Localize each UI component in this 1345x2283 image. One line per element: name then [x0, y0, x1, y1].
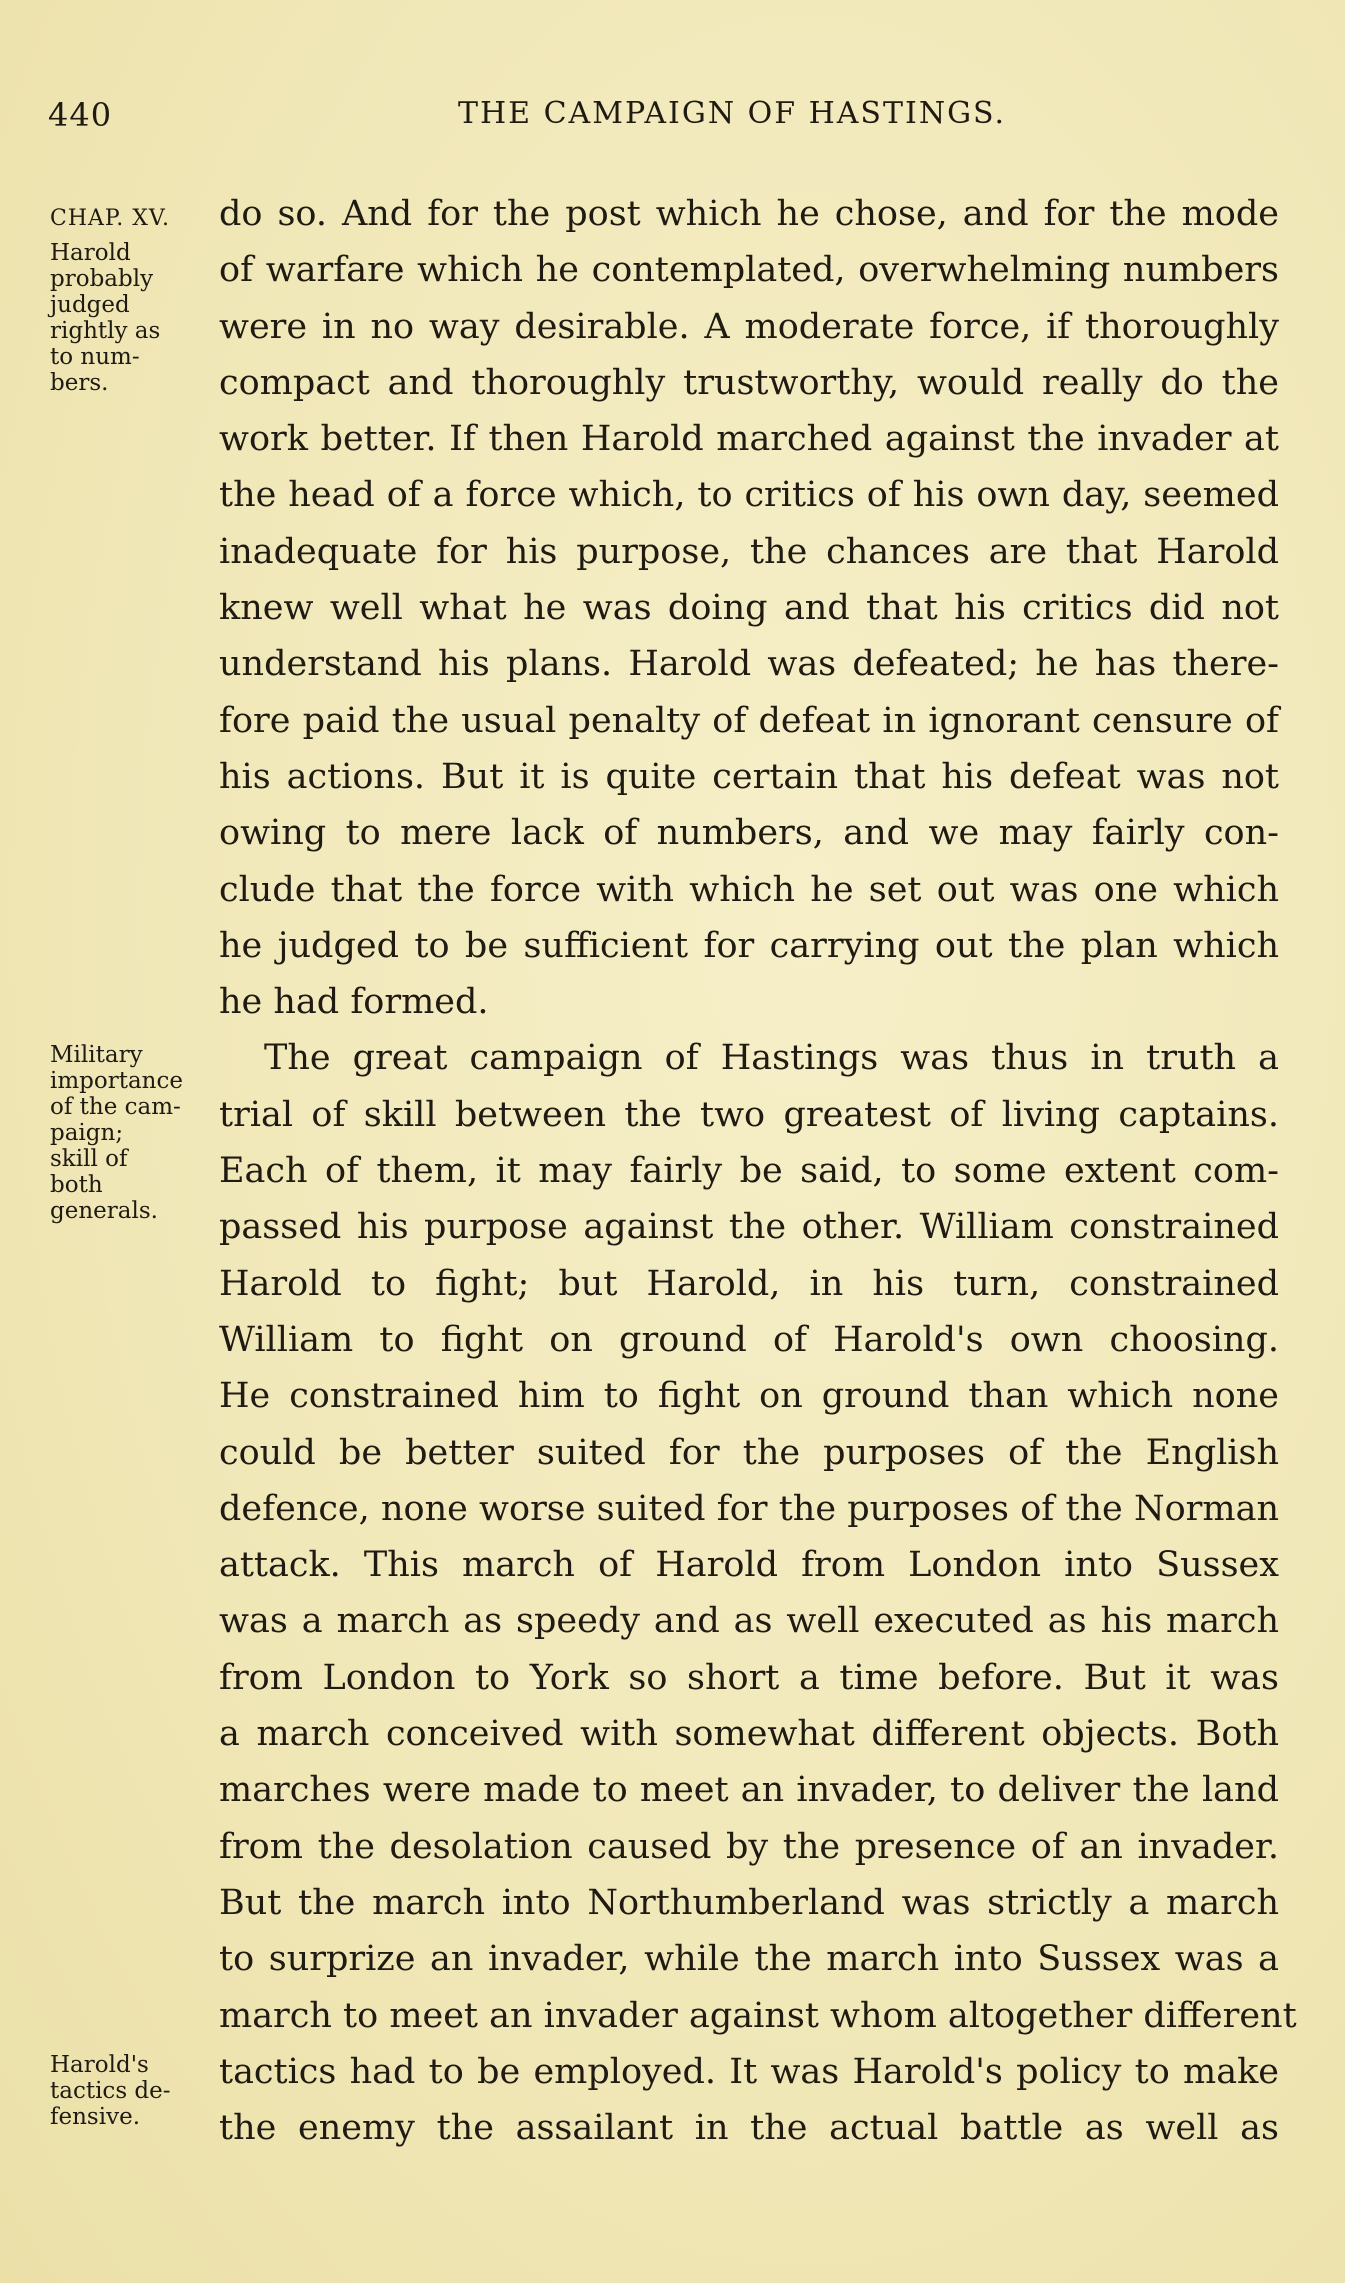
- text-line: owing to mere lack of numbers, and we may fairly con-: [219, 813, 1279, 854]
- text-line: were in no way desirable. A moderate force, if thoroughly: [219, 306, 1279, 347]
- text-line: from London to York so short a time before. But it was: [219, 1657, 1279, 1698]
- text-line: his actions. But it is quite certain that his defeat was not: [219, 756, 1279, 797]
- text-line: a march conceived with somewhat different objects. Both: [219, 1714, 1279, 1755]
- text-line: tactics had to be employed. It was Harold's policy to make: [219, 2051, 1279, 2092]
- text-line: inadequate for his purpose, the chances are that Harold: [219, 531, 1279, 572]
- text-line: He constrained him to fight on ground than which none: [219, 1376, 1279, 1417]
- running-title: THE CAMPAIGN OF HASTINGS.: [458, 96, 1007, 131]
- margin-note-line: importance: [50, 1068, 183, 1094]
- text-line: work better. If then Harold marched against the invader at: [219, 419, 1279, 460]
- margin-note-line: tactics de-: [50, 2078, 171, 2104]
- margin-note-line: of the cam-: [50, 1094, 181, 1120]
- text-line: the enemy the assailant in the actual battle as well as: [219, 2108, 1279, 2149]
- text-line: understand his plans. Harold was defeated; he has there-: [219, 644, 1279, 685]
- margin-note-line: to num-: [50, 344, 140, 370]
- margin-note-line: bers.: [50, 370, 109, 396]
- text-line: the head of a force which, to critics of his own day, seemed: [219, 475, 1279, 516]
- text-line: from the desolation caused by the presence of an invader.: [219, 1826, 1279, 1867]
- text-line: fore paid the usual penalty of defeat in ignorant censure of: [219, 700, 1279, 741]
- text-line: he had formed.: [219, 982, 489, 1023]
- page-header: [48, 96, 1288, 146]
- margin-note-tactics: [50, 2052, 218, 2130]
- text-line: he judged to be sufficient for carrying out the plan which: [219, 925, 1279, 966]
- text-line: William to fight on ground of Harold's own choosing.: [219, 1319, 1279, 1360]
- text-line: passed his purpose against the other. William constrained: [219, 1207, 1279, 1248]
- margin-note-line: generals.: [50, 1198, 158, 1224]
- text-line: trial of skill between the two greatest of living captains.: [219, 1094, 1279, 1135]
- margin-note-line: skill of: [50, 1146, 128, 1172]
- text-line: attack. This march of Harold from London into Sussex: [219, 1545, 1279, 1586]
- chapter-label: CHAP. XV.: [50, 206, 170, 231]
- text-line: do so. And for the post which he chose, and for the mode: [219, 194, 1279, 234]
- text-line: The great campaign of Hastings was thus in truth a: [264, 1038, 1279, 1079]
- text-line: But the march into Northumberland was strictly a march: [219, 1882, 1279, 1923]
- margin-note-numbers: [50, 240, 218, 396]
- text-line: was a march as speedy and as well executed as his march: [219, 1601, 1279, 1642]
- text-line: compact and thoroughly trustworthy, would really do the: [219, 362, 1279, 403]
- page-number: 440: [48, 96, 113, 134]
- margin-note-line: probably: [50, 266, 154, 292]
- margin-note-line: Military: [50, 1042, 143, 1068]
- text-line: defence, none worse suited for the purposes of the Norman: [219, 1488, 1279, 1529]
- text-line: knew well what he was doing and that his critics did not: [219, 588, 1279, 629]
- margin-note-line: judged: [50, 292, 130, 318]
- text-line: marches were made to meet an invader, to deliver the land: [219, 1770, 1279, 1811]
- margin-note-military-importance: [50, 1042, 218, 1224]
- margin-note-line: both: [50, 1172, 103, 1198]
- margin-note-line: rightly as: [50, 318, 161, 344]
- margin-note-line: paign;: [50, 1120, 124, 1146]
- text-line: march to meet an invader against whom altogether different: [219, 1995, 1297, 2036]
- margin-note-line: Harold's: [50, 2052, 149, 2078]
- margin-note-line: Harold: [50, 240, 131, 266]
- text-line: could be better suited for the purposes of the English: [219, 1432, 1279, 1473]
- text-line: Each of them, it may fairly be said, to some extent com-: [219, 1151, 1279, 1192]
- text-line: to surprize an invader, while the march into Sussex was a: [219, 1939, 1279, 1980]
- margin-note-line: fensive.: [50, 2104, 141, 2130]
- text-line: Harold to fight; but Harold, in his turn, constrained: [219, 1263, 1279, 1304]
- text-line: of warfare which he contemplated, overwhelming numbers: [219, 250, 1279, 291]
- body-text: [219, 186, 1297, 2156]
- text-line: clude that the force with which he set out was one which: [219, 869, 1279, 910]
